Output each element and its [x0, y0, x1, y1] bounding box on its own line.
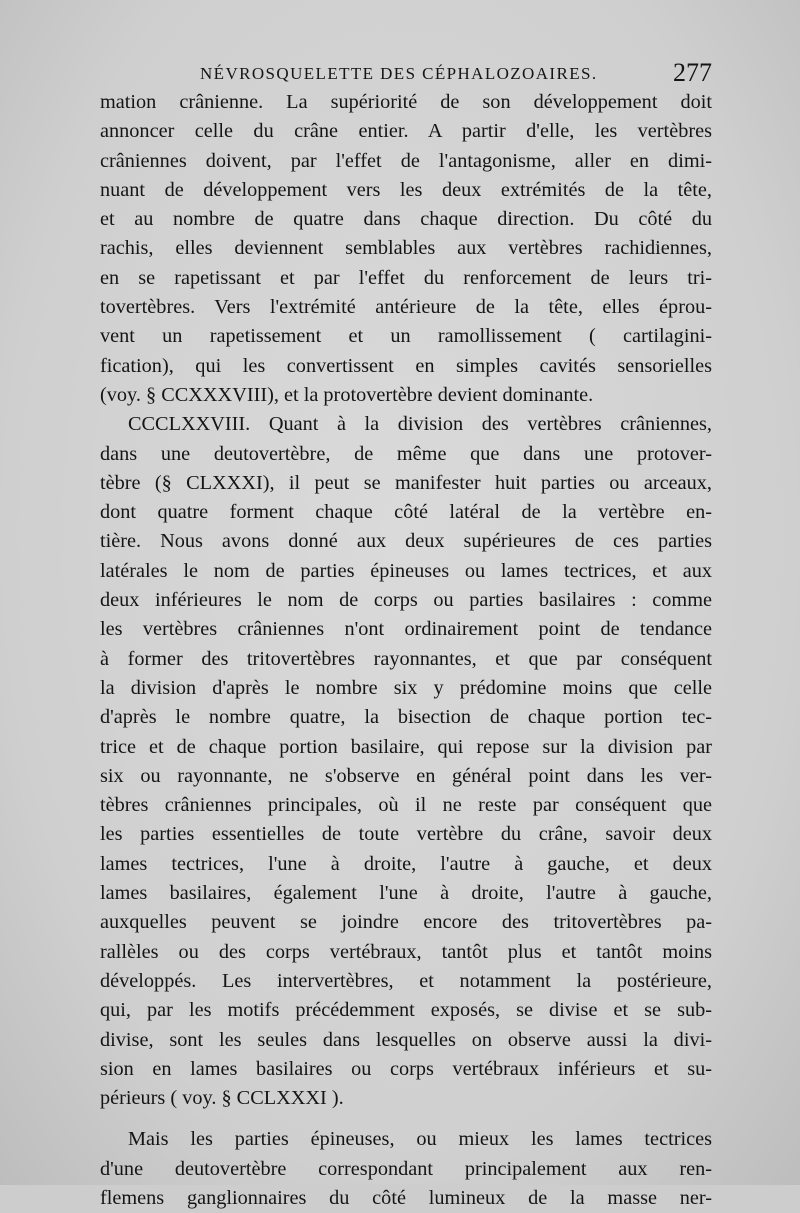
text-line: annoncer celle du crâne entier. A partir d'elle, les vertèbres	[100, 120, 712, 143]
text-line: les parties essentielles de toute vertèbre du crâne, savoir deux	[100, 823, 712, 846]
text-line: la division d'après le nombre six y prédomine moins que celle	[100, 676, 712, 699]
text-line: tière. Nous avons donné aux deux supérieures de ces parties	[100, 530, 712, 553]
text-line: auxquelles peuvent se joindre encore des tritovertèbres pa-	[100, 911, 712, 934]
text-line: d'après le nombre quatre, la bisection de chaque portion tec-	[100, 706, 712, 729]
text-line: divise, sont les seules dans lesquelles on observe aussi la divi-	[100, 1028, 712, 1051]
text-line: tèbres crâniennes principales, où il ne reste par conséquent que	[100, 794, 712, 817]
page-header	[100, 58, 712, 88]
text-line: dont quatre forment chaque côté latéral de la vertèbre en-	[100, 501, 712, 524]
running-head: NÉVROSQUELETTE DES CÉPHALOZOAIRES.	[200, 64, 598, 83]
text-line: lames basilaires, également l'une à droite, l'autre à gauche,	[100, 882, 712, 905]
text-line: tovertèbres. Vers l'extrémité antérieure de la tête, elles éprou-	[100, 296, 712, 319]
text-line: six ou rayonnante, ne s'observe en général point dans les ver-	[100, 764, 712, 787]
text-line: mation crânienne. La supériorité de son développement doit	[100, 91, 712, 113]
body-text	[100, 88, 712, 1213]
text-line: tèbre (§ CLXXXI), il peut se manifester huit parties ou arceaux,	[100, 471, 712, 494]
text-line: d'une deutovertèbre correspondant principalement aux ren-	[100, 1157, 712, 1180]
text-line: rallèles ou des corps vertébraux, tantôt plus et tantôt moins	[100, 940, 712, 963]
text-line: qui, par les motifs précédemment exposés, se divise et se sub-	[100, 999, 712, 1022]
text-line: crâniennes doivent, par l'effet de l'antagonisme, aller en dimi-	[100, 149, 712, 172]
paragraph-start-line: CCCLXXVIII. Quant à la division des vertèbres crâniennes,	[128, 413, 712, 436]
text-line: latérales le nom de parties épineuses ou lames tectrices, et aux	[100, 559, 712, 582]
text-line: sion en lames basilaires ou corps vertébraux inférieurs et su-	[100, 1057, 712, 1080]
paragraph-start-line: Mais les parties épineuses, ou mieux les lames tectrices	[128, 1128, 712, 1151]
text-line: deux inférieures le nom de corps ou parties basilaires : comme	[100, 589, 712, 612]
text-line: (voy. § CCXXXVIII), et la protovertèbre devient dominante.	[100, 383, 594, 406]
paragraph-gap	[100, 1113, 712, 1125]
text-line: les vertèbres crâniennes n'ont ordinairement point de tendance	[100, 618, 712, 641]
text-line: développés. Les intervertèbres, et notamment la postérieure,	[100, 969, 712, 992]
text-line: vent un rapetissement et un ramollissement ( cartilagini-	[100, 325, 712, 348]
text-line: périeurs ( voy. § CCLXXXI ).	[100, 1087, 344, 1110]
text-line: lames tectrices, l'une à droite, l'autre à gauche, et deux	[100, 852, 712, 875]
text-line: trice et de chaque portion basilaire, qui repose sur la division par	[100, 735, 712, 758]
text-line: et au nombre de quatre dans chaque direction. Du côté du	[100, 208, 712, 231]
text-line: nuant de développement vers les deux extrémités de la tête,	[100, 178, 712, 201]
text-line: fication), qui les convertissent en simples cavités sensorielles	[100, 354, 712, 377]
text-line: dans une deutovertèbre, de même que dans une protover-	[100, 442, 712, 465]
page-number: 277	[673, 58, 712, 87]
text-line: rachis, elles deviennent semblables aux vertèbres rachidiennes,	[100, 237, 712, 260]
text-line: flemens ganglionnaires du côté lumineux de la masse ner-	[100, 1186, 712, 1209]
text-line: à former des tritovertèbres rayonnantes, et que par conséquent	[100, 647, 712, 670]
text-line: en se rapetissant et par l'effet du renforcement de leurs tri-	[100, 266, 712, 289]
